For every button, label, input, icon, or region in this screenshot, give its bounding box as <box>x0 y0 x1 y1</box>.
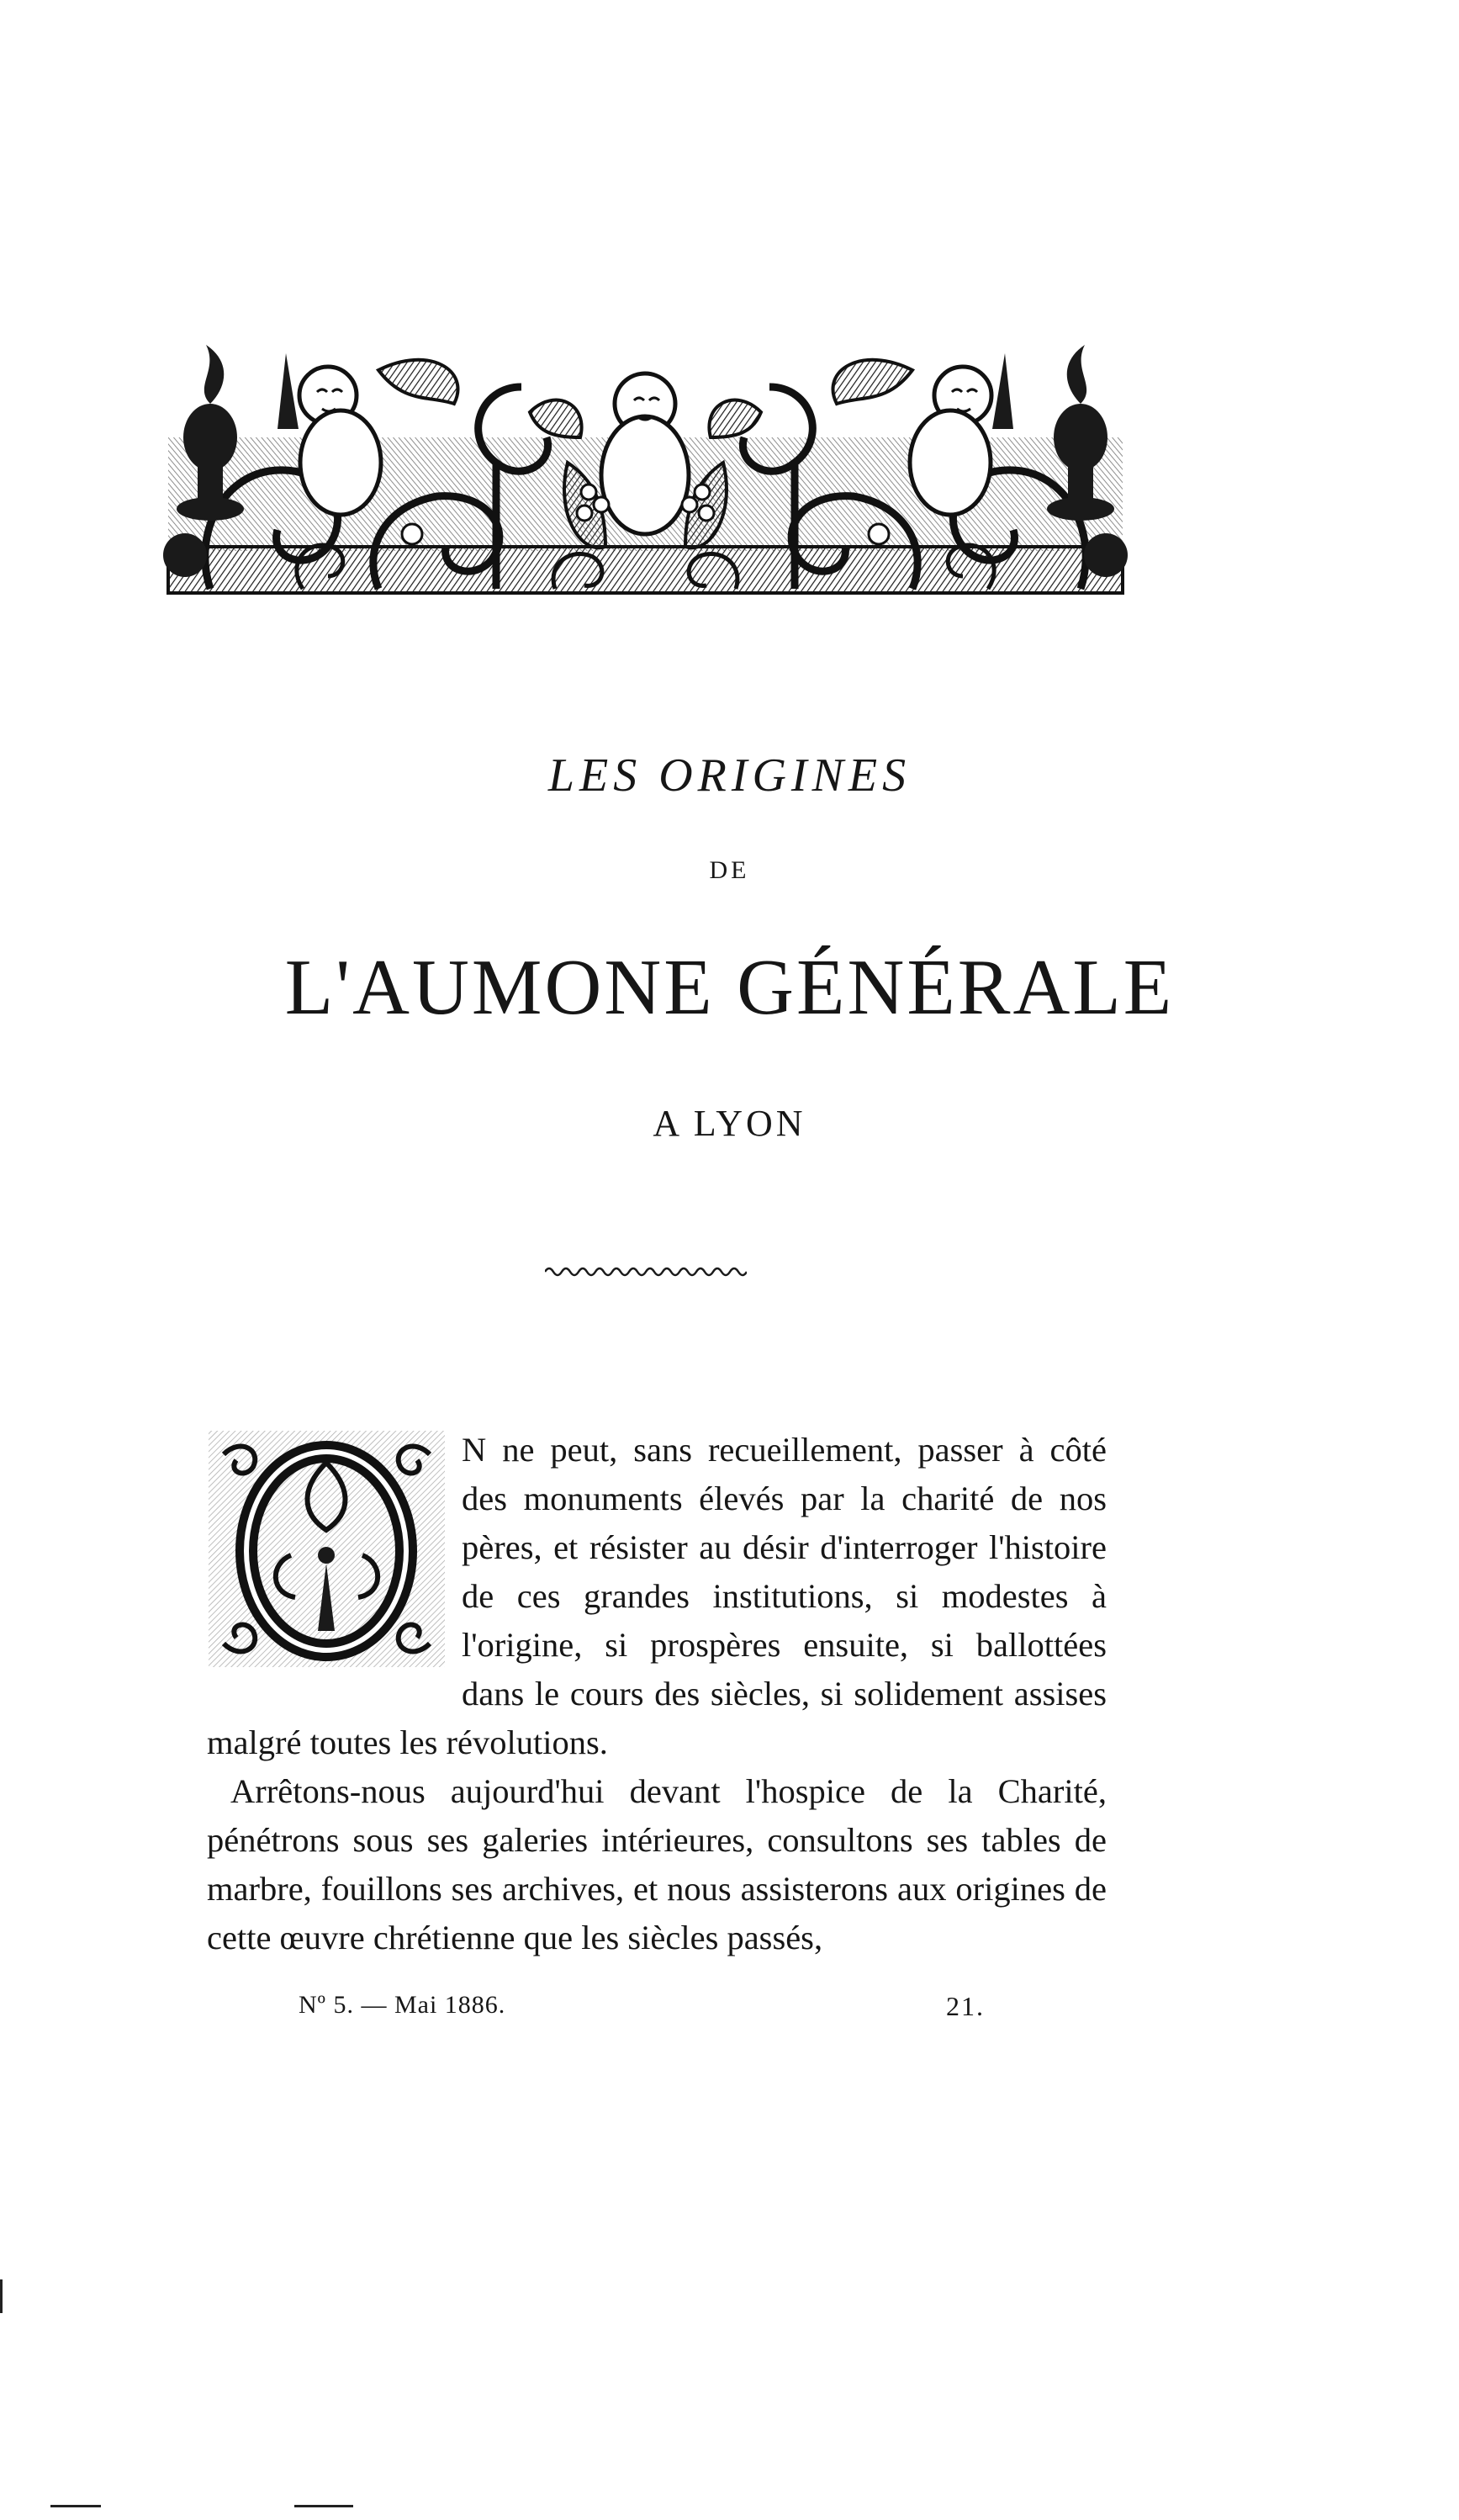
wavy-divider <box>545 1265 747 1279</box>
paragraph-1-text: N ne peut, sans recueillement, passer à côté des monuments élevés par la charité de nos pères, et résister au désir d'interroger l'histoire de ces grandes institutions, si modestes à l'origine, si prospères ensuite, si ballottées dans le cours des siècles, si solidement assises malgré toutes les révolutions. <box>207 1431 1107 1761</box>
title-line-origines: LES ORIGINES <box>547 749 912 802</box>
paragraph-2-text: Arrêtons-nous aujourd'hui devant l'hospice de la Charité, pénétrons sous ses galeries intérieures, consultons ses tables de marbre, fouillons ses archives, et nous assisterons aux origines de cette œuvre chrétienne que les siècles passés, <box>207 1772 1107 1956</box>
scan-bottom-mark <box>50 2505 101 2507</box>
article-body <box>207 1426 1107 1962</box>
headpiece-engraving <box>160 336 1131 614</box>
title-main-aumone-generale: L'AUMONE GÉNÉRALE <box>284 944 1175 1031</box>
scan-edge-mark <box>0 2279 3 2313</box>
paragraph-2 <box>207 1767 1107 1962</box>
title-line-de: DE <box>709 856 750 884</box>
issue-line: Nº 5. — Mai 1886. <box>299 1991 506 2019</box>
ornamental-headpiece <box>160 336 1131 614</box>
foliate-frame-icon <box>207 1429 447 1669</box>
title-line-lyon: A LYON <box>653 1103 806 1144</box>
page-number: 21. <box>946 1991 985 2021</box>
scan-bottom-mark <box>294 2505 353 2507</box>
decorated-initial <box>207 1429 447 1669</box>
